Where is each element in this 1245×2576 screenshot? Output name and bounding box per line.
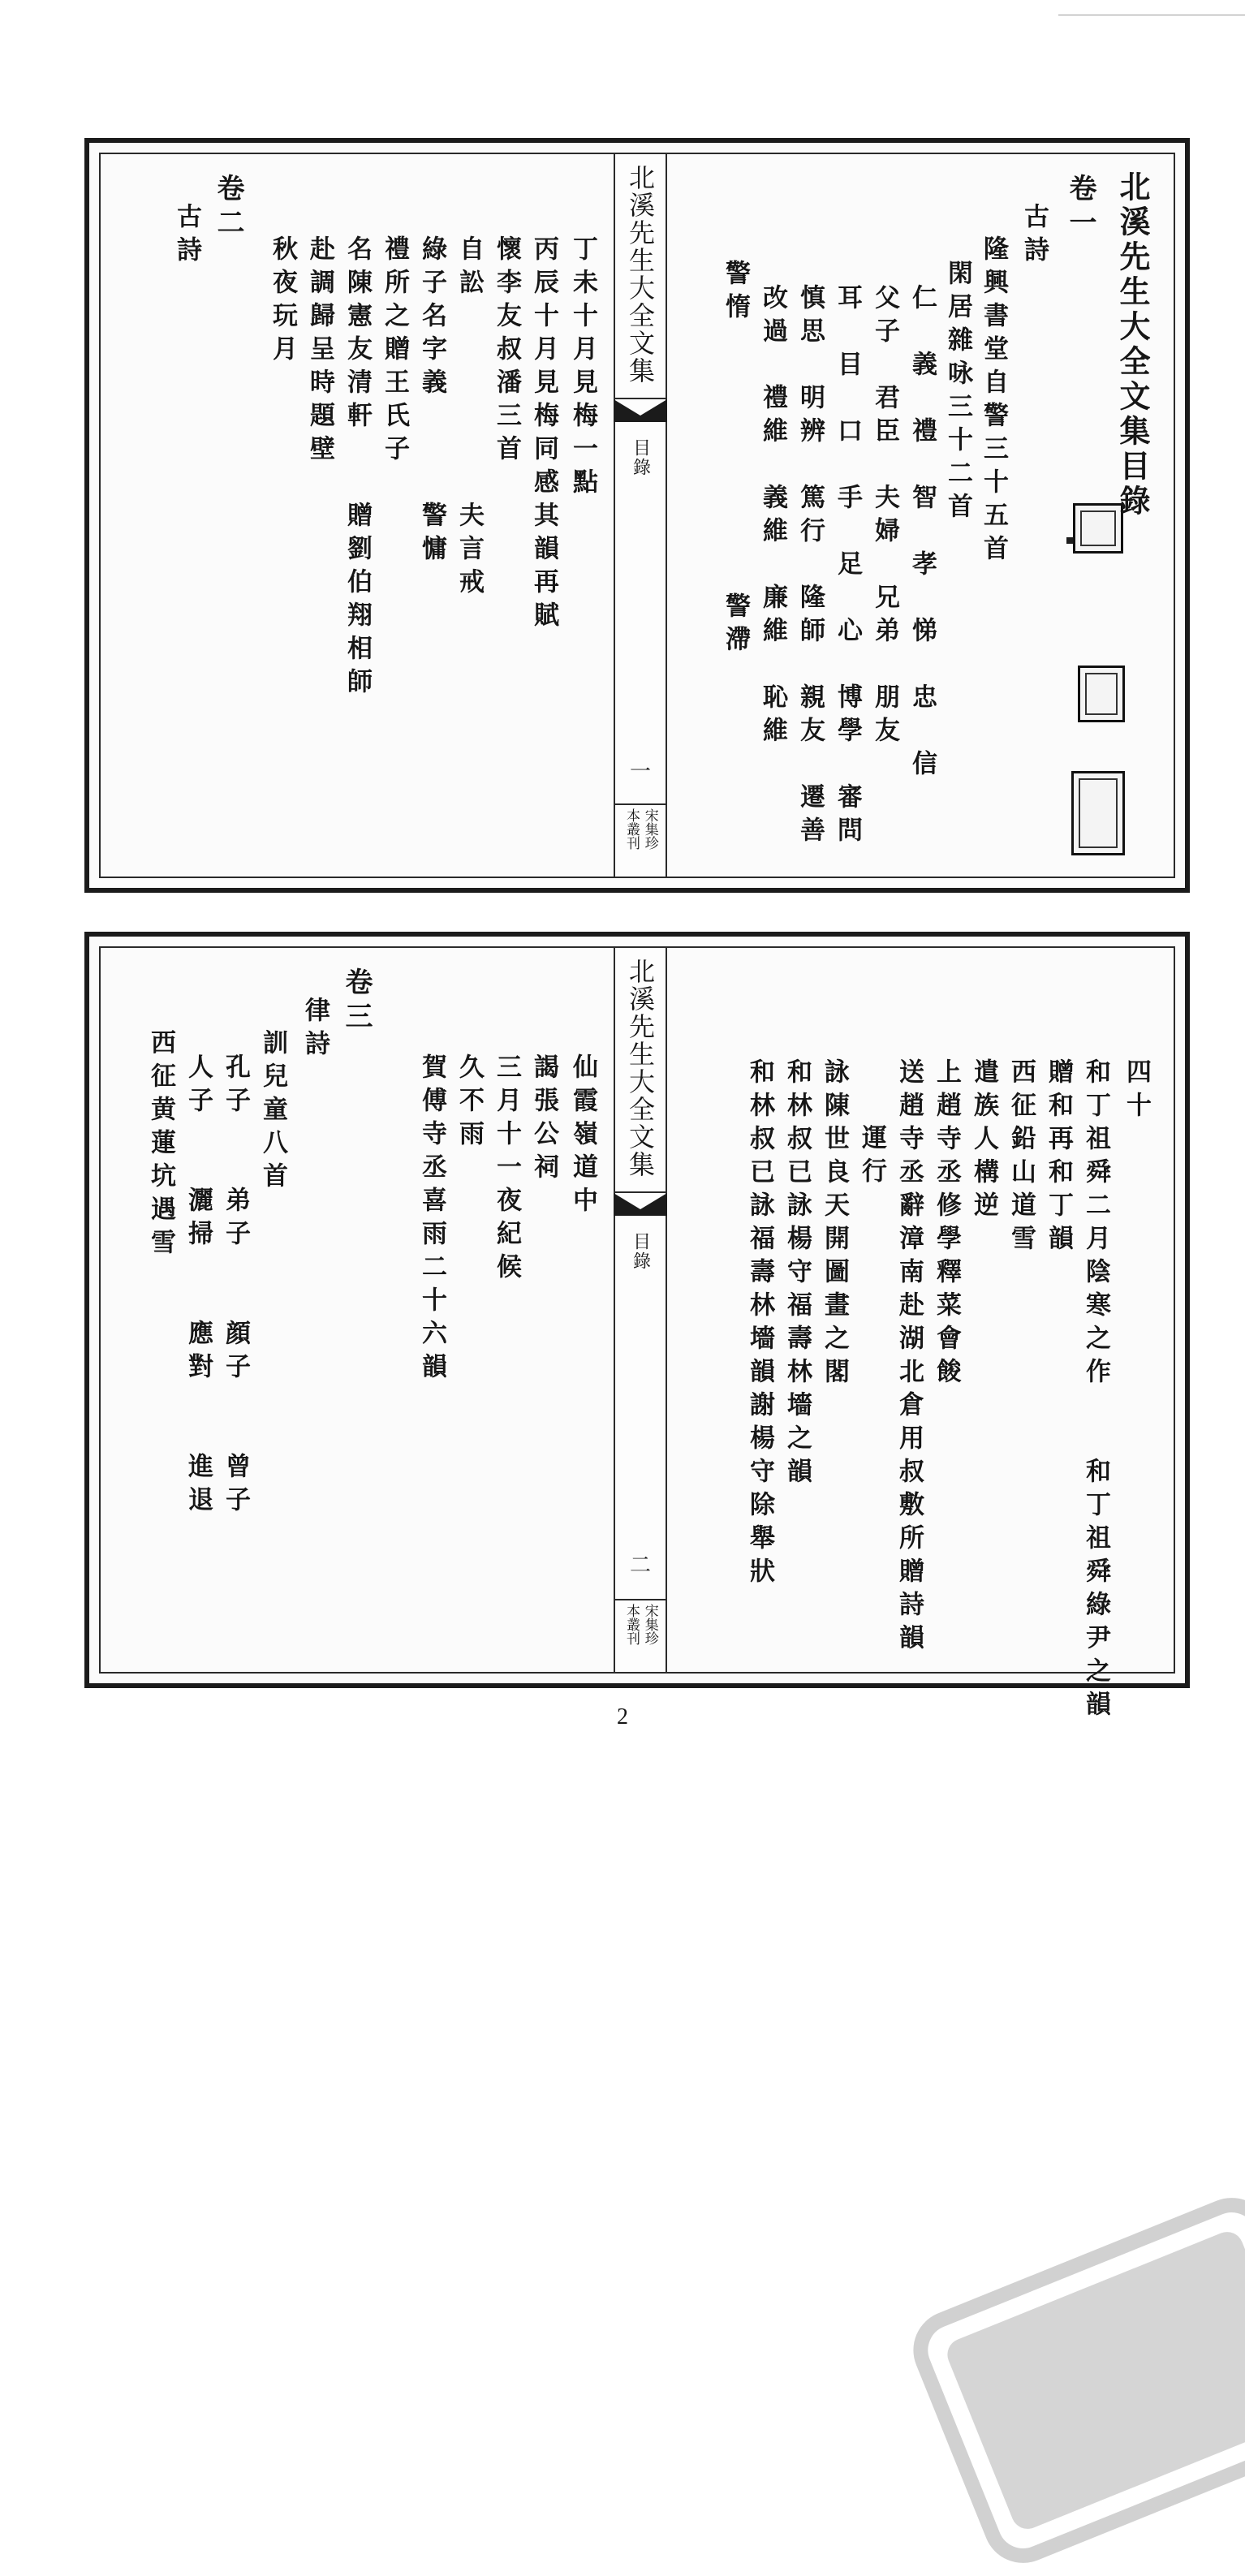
toc-entry: 秋夜玩月 (268, 235, 297, 368)
toc-entry: 贈和再和丁韻 (1044, 1058, 1073, 1258)
spine-section: 目錄 (630, 1232, 651, 1271)
juan-heading: 卷二 (212, 174, 244, 242)
spine-page: 二 (629, 1553, 651, 1578)
toc-entry: 詠陳世良天開圖畫之閣 (820, 1058, 849, 1391)
spine-section-wrap (615, 438, 666, 477)
series-label (614, 803, 667, 877)
fish-tail-ornament (614, 398, 667, 422)
genre-heading: 古詩 (172, 203, 201, 269)
fish-tail-ornament (614, 1191, 667, 1216)
spine-section: 目錄 (630, 438, 651, 477)
toc-entry: 和林叔已詠福壽林墻韻謝楊守除舉狀 (745, 1058, 774, 1591)
center-spine (614, 948, 667, 1672)
series-left: 本叢刊 (623, 808, 640, 850)
toc-entry: 丁未十月見梅一點 (568, 235, 597, 502)
toc-entry: 名陳憲友清軒 贈劉伯翔相師 (342, 235, 372, 701)
genre-heading: 古詩 (1019, 203, 1049, 269)
toc-entry: 丙辰十月見梅同感其韻再賦 (529, 235, 558, 635)
toc-entry: 和林叔已詠楊守福壽林墻之韻 (782, 1058, 812, 1491)
juan-heading: 卷三 (340, 967, 373, 1036)
spine-title: 北溪先生大全文集 (625, 164, 656, 385)
toc-entry: 西征黄蓮坑遇雪 (146, 1029, 175, 1262)
seal-stamp-3 (1084, 511, 1117, 544)
toc-entry: 西征鉛山道雪 (1006, 1058, 1036, 1258)
toc-entry: 四十 (1122, 1058, 1151, 1125)
toc-entry: 賀傅寺丞喜雨二十六韻 (417, 1053, 446, 1386)
toc-entry: 訓兒童八首 (258, 1029, 287, 1195)
watermark-stamp (900, 2185, 1245, 2576)
toc-entry: 慎思 明辨 篤行 隆師 親友 遷善 (795, 284, 825, 850)
seal-stamp-4 (1071, 771, 1125, 855)
toc-entry: 懷李友叔潘三首 (492, 235, 521, 468)
series-right: 宋集珍 (641, 1604, 658, 1645)
toc-entry: 仁 義 禮 智 孝 悌 忠 信 (907, 284, 937, 783)
spine-section-wrap (615, 1232, 666, 1271)
toc-entry: 孔子 弟子 顔子 曾子 (221, 1053, 250, 1519)
toc-entry: 運行 (857, 1091, 886, 1191)
toc-entry: 人子 灑掃 應對 進退 (183, 1053, 213, 1519)
spine-page: 一 (629, 760, 651, 784)
bottom-leaf (84, 932, 1190, 1724)
toc-entry: 遣族人構逆 (969, 1058, 998, 1225)
toc-entry: 改過 禮維 義維 廉維 恥維 (758, 284, 787, 750)
toc-entry: 赴調歸呈時題壁 (305, 235, 334, 468)
series-label (614, 1599, 667, 1672)
toc-entry: 謁張公祠 (529, 1053, 558, 1187)
toc-entry: 上趙寺丞修學釋菜會餕 (932, 1058, 961, 1391)
main-title: 北溪先生大全文集目錄 (1114, 170, 1151, 519)
toc-entry: 久不雨 (454, 1053, 484, 1153)
toc-entry: 和丁祖舜二月陰寒之作 和丁祖舜綠尹之韻 (1081, 1058, 1110, 1724)
page-corner-rule (1058, 0, 1245, 15)
toc-entry: 父子 君臣 夫婦 兄弟 朋友 (870, 284, 899, 750)
toc-entry: 耳 目 口 手 足 心 博學 審問 (833, 284, 862, 850)
series-left: 本叢刊 (623, 1604, 640, 1645)
toc-entry: 仙霞嶺道中 (568, 1053, 597, 1220)
spine-title-wrap (615, 164, 666, 385)
juan-heading: 卷一 (1064, 174, 1096, 242)
toc-entry: 綠子名字義 警慵 (417, 235, 446, 568)
toc-entry: 閑居雜咏三十二首 (943, 260, 972, 526)
seal-stamp-dot (1066, 537, 1073, 544)
toc-entry: 禮所之贈王氏子 (380, 235, 409, 468)
series-right: 宋集珍 (641, 808, 658, 850)
toc-entry: 三月十一夜紀候 (492, 1053, 521, 1286)
center-spine (614, 154, 667, 877)
toc-entry: 送趙寺丞辭漳南赴湖北倉用叔敷所贈詩韻 (894, 1058, 924, 1657)
spine-title: 北溪先生大全文集 (625, 958, 656, 1178)
genre-heading: 律詩 (300, 997, 330, 1063)
toc-entry: 自訟 夫言戒 (454, 235, 484, 601)
toc-entry: 隆興書堂自警三十五首 (979, 235, 1008, 568)
page-number: 2 (617, 1704, 628, 1730)
spine-title-wrap (615, 958, 666, 1178)
toc-entry: 警惰 警滯 (721, 260, 750, 659)
seal-stamp-2 (1078, 666, 1125, 722)
top-leaf (84, 138, 1190, 893)
